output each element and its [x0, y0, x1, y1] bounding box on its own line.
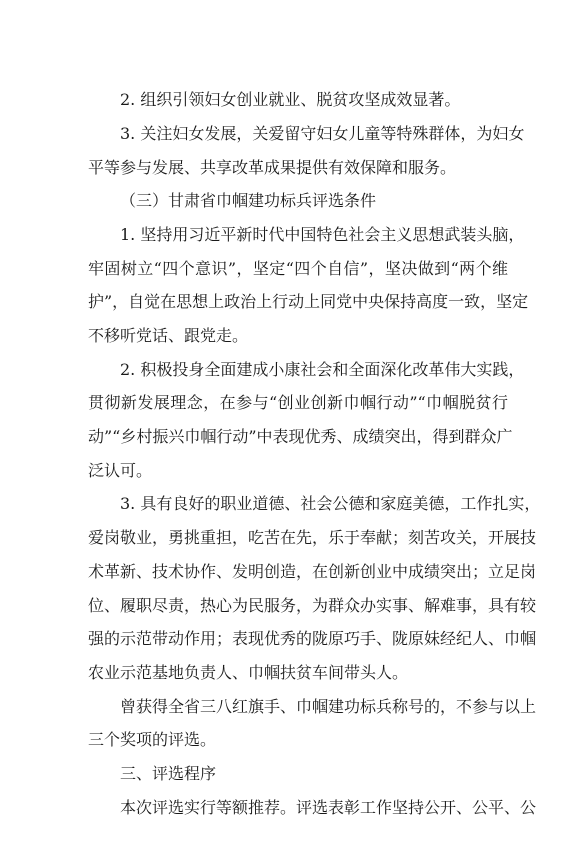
text-line: 强的示范带动作用；表现优秀的陇原巧手、陇原妹经纪人、巾帼 [88, 629, 537, 648]
section-heading: （三）甘肃省巾帼建功标兵评选条件 [120, 191, 377, 210]
text-line: 牢固树立“四个意识”，坚定“四个自信”，坚决做到“两个维 [88, 259, 508, 278]
text-line: 术革新、技术协作、发明创造，在创新创业中成绩突出；立足岗 [88, 562, 537, 581]
text-line: 农业示范基地负责人、巾帼扶贫车间带头人。 [88, 663, 409, 682]
text-line: 泛认可。 [88, 461, 153, 480]
text-line: 2. 组织引领妇女创业就业、脱贫攻坚成效显著。 [120, 90, 461, 109]
text-line: 三个奖项的评选。 [88, 730, 217, 749]
text-line: 平等参与发展、共享改革成果提供有效保障和服务。 [88, 158, 457, 177]
text-line: 2. 积极投身全面建成小康社会和全面深化改革伟大实践， [120, 360, 525, 379]
text-line: 1. 坚持用习近平新时代中国特色社会主义思想武装头脑， [120, 225, 525, 244]
text-line: 位、履职尽责，热心为民服务，为群众办实事、解难事，具有较 [88, 596, 537, 615]
section-heading: 三、评选程序 [120, 764, 217, 783]
text-line: 本次评选实行等额推荐。评选表彰工作坚持公开、公平、公 [120, 798, 537, 817]
text-line: 3. 具有良好的职业道德、社会公德和家庭美德，工作扎实， [120, 494, 541, 513]
text-line: 爱岗敬业，勇挑重担，吃苦在先，乐于奉献；刻苦攻关，开展技 [88, 528, 537, 547]
text-line: 曾获得全省三八红旗手、巾帼建功标兵称号的，不参与以上 [120, 697, 537, 716]
text-line: 不移听党话、跟党走。 [88, 326, 249, 345]
text-line: 动”“乡村振兴巾帼行动”中表现优秀、成绩突出，得到群众广 [88, 427, 513, 446]
text-line: 贯彻新发展理念，在参与“创业创新巾帼行动”“巾帼脱贫行 [88, 393, 508, 412]
text-line: 3. 关注妇女发展，关爱留守妇女儿童等特殊群体，为妇女 [120, 124, 525, 143]
text-line: 护”，自觉在思想上政治上行动上同党中央保持高度一致，坚定 [88, 292, 529, 311]
